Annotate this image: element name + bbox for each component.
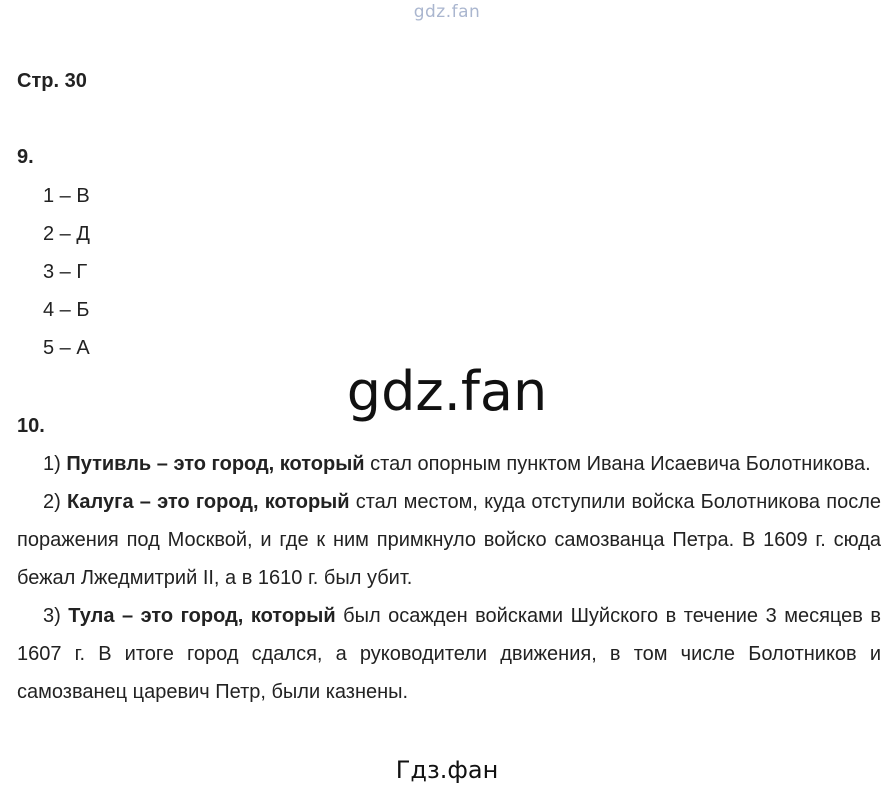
watermark-center: gdz.fan xyxy=(346,360,548,423)
item-1-bold: Путивль – это город, который xyxy=(66,453,365,475)
answer-item-5: 5 – А xyxy=(43,337,90,359)
answer-item-1: 1 – В xyxy=(43,185,90,207)
watermark-bottom: Гдз.фан xyxy=(395,756,499,784)
item-1-text: стал опорным пунктом Ивана Исаевича Болотникова. xyxy=(364,453,871,475)
task-10-item-3 xyxy=(17,597,881,711)
task-10-number: 10. xyxy=(17,415,45,437)
item-3-bold: Тула – это город, который xyxy=(68,605,336,627)
page-heading: Стр. 30 xyxy=(17,70,87,92)
answer-item-2: 2 – Д xyxy=(43,223,90,245)
item-1-prefix: 1) xyxy=(43,453,67,475)
item-2-prefix: 2) xyxy=(43,491,67,513)
task-10-item-2 xyxy=(17,483,881,597)
item-3-prefix: 3) xyxy=(43,605,69,627)
item-2-text: стал местом, куда отступили войска Болотникова после поражения под Москвой, и где к ним примкнуло войско самозванца Петра. В 1609 г. сюда бежал Лжедмитрий II, а в 1610 г. был убит. xyxy=(17,491,882,589)
task-10-text xyxy=(17,445,881,711)
task-9-answer-list xyxy=(43,184,90,374)
task-9-number: 9. xyxy=(17,146,34,168)
task-10-item-1 xyxy=(17,445,881,483)
answer-item-3: 3 – Г xyxy=(43,261,88,283)
watermark-top: gdz.fan xyxy=(413,2,481,22)
answer-item-4: 4 – Б xyxy=(43,299,90,321)
item-2-bold: Калуга – это город, который xyxy=(66,491,350,513)
item-3-text: был осажден войсками Шуйского в течение 3 месяцев в 1607 г. В итоге город сдался, а руководители движения, в том числе Болотников и самозванец царевич Петр, были казнены. xyxy=(17,605,882,703)
